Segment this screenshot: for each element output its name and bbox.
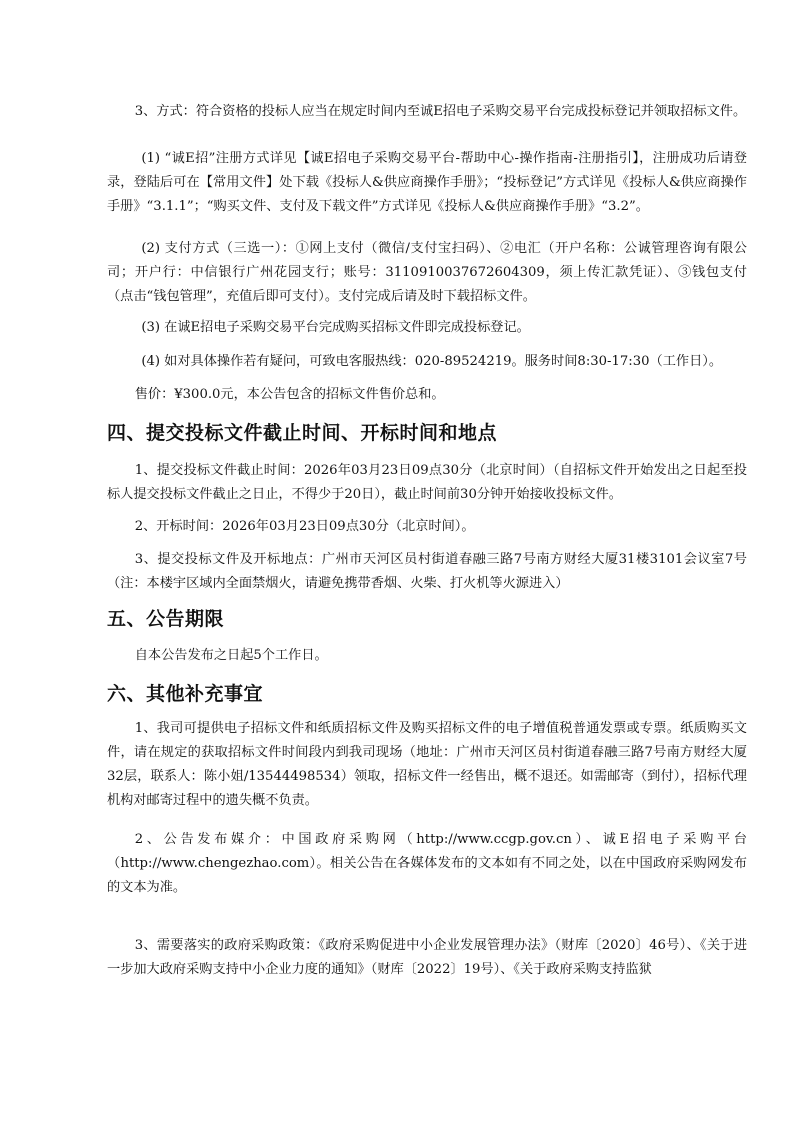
deadline-paragraph: 1、提交投标文件截止时间：2026年03月23日09点30分（北京时间）（自招标文件开始发出之日起至投标人提交投标文件截止之日止，不得少于20日），截止时间前30分钟开始接收投标文件。 — [107, 463, 747, 502]
hotline-paragraph: (4) 如对具体操作若有疑问，可致电客服热线：020-89524219。服务时间8:30-17:30（工作日）。 — [141, 354, 723, 369]
method-paragraph: 3、方式：符合资格的投标人应当在规定时间内至诚E招电子采购交易平台完成投标登记并领取招标文件。 — [134, 104, 747, 119]
period-paragraph: 自本公告发布之日起5个工作日。 — [134, 648, 328, 663]
registration-complete-paragraph: (3) 在诚E招电子采购交易平台完成购买招标文件即完成投标登记。 — [141, 320, 530, 335]
payment-paragraph: (2) 支付方式（三选一）：①网上支付（微信/支付宝扫码）、②电汇（开户名称：公诚管理咨询有限公司；开户行：中信银行广州花园支行；账号：3110910037672604309，须上传汇款凭证）、③钱包支付（点击“钱包管理”，充值后即可支付）。支付完成后请及时下载招标文件。 — [107, 241, 747, 304]
section-6-heading: 六、其他补充事宜 — [107, 683, 264, 705]
opening-time-paragraph: 2、开标时间：2026年03月23日09点30分（北京时间）。 — [134, 519, 475, 534]
registration-paragraph: (1) “诚E招”注册方式详见【诚E招电子采购交易平台-帮助中心-操作指南-注册指引】，注册成功后请登录，登陆后可在【常用文件】处下载《投标人&供应商操作手册》；“投标登记”方式详见《投标人&供应商操作手册》“3.1.1”；“购买文件、支付及下载文件”方式详见《投标人&供应商操作手册》“3.2”。 — [107, 151, 747, 214]
section-4-heading: 四、提交投标文件截止时间、开标时间和地点 — [107, 422, 498, 444]
location-paragraph: 3、提交投标文件及开标地点：广州市天河区员村街道春融三路7号南方财经大厦31楼3101会议室7号（注：本楼宇区域内全面禁烟火，请避免携带香烟、火柴、打火机等火源进入） — [107, 552, 747, 591]
invoice-paragraph: 1、我司可提供电子招标文件和纸质招标文件及购买招标文件的电子增值税普通发票或专票。纸质购买文件，请在规定的获取招标文件时间段内到我司现场（地址：广州市天河区员村街道春融三路7号南方财经大厦32层，联系人：陈小姐/13544498534）领取，招标文件一经售出，概不退还。如需邮寄（到付），招标代理机构对邮寄过程中的遗失概不负责。 — [107, 721, 747, 808]
policy-paragraph: 3、需要落实的政府采购政策：《政府采购促进中小企业发展管理办法》（财库〔2020〕46号）、《关于进一步加大政府采购支持中小企业力度的通知》（财库〔2022〕19号）、《关于政府采购支持监狱 — [107, 938, 747, 977]
section-5-heading: 五、公告期限 — [107, 608, 225, 630]
price-paragraph: 售价：¥300.0元，本公告包含的招标文件售价总和。 — [134, 387, 445, 402]
media-paragraph: 2、公告发布媒介：中国政府采购网（http://www.ccgp.gov.cn）、诚E招电子采购平台（http://www.chengezhao.com）。相关公告在各媒体发布的文本如有不同之处，以在中国政府采购网发布的文本为准。 — [107, 832, 747, 895]
